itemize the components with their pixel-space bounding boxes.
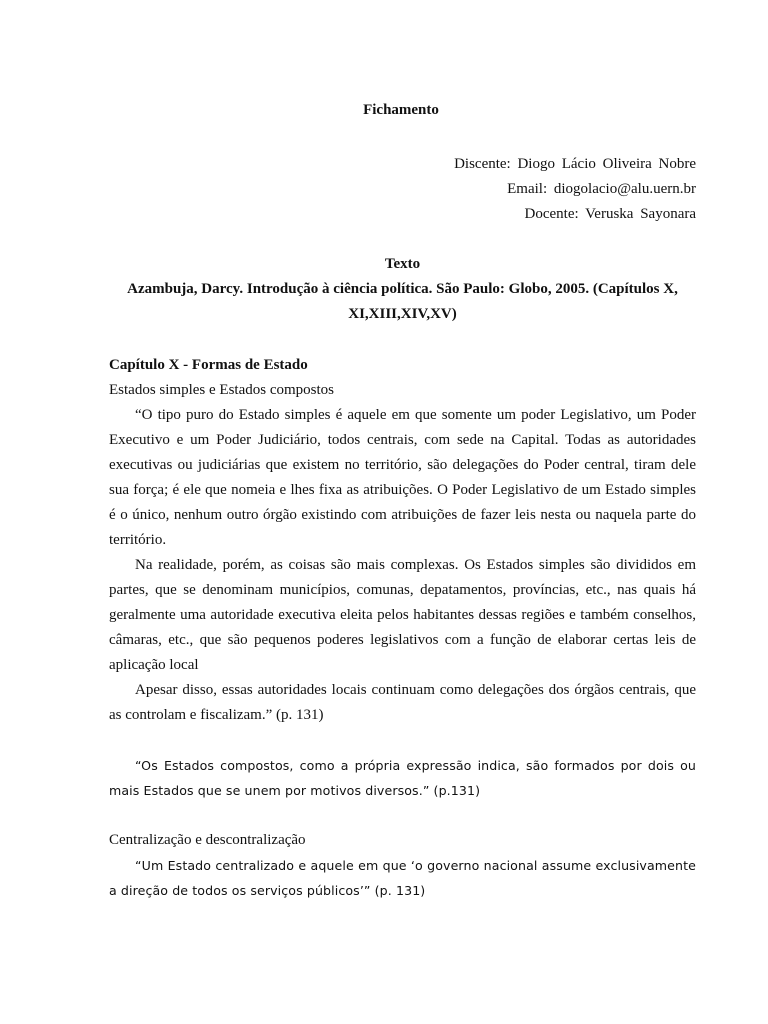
reference-line-2: XI,XIII,XIV,XV) xyxy=(348,306,457,322)
paragraph-2: Na realidade, porém, as coisas são mais complexas. Os Estados simples são divididos em partes, que se denominam municípios, comunas, depatamentos, províncias, etc., nas quais há geralmente uma autoridade executiva eleita pelos habitantes dessas regiões e também conselhos, câmaras, etc., que são pequenos poderes legislativos com a função de elaborar certas leis de aplicação local xyxy=(109,557,696,673)
section-heading-2: Centralização e descontralização xyxy=(109,832,306,848)
section-heading-1: Estados simples e Estados compostos xyxy=(109,382,334,398)
paragraph-4: “Os Estados compostos, como a própria expressão indica, são formados por dois ou mais Estados que se unem por motivos diversos.” (p.131) xyxy=(109,758,696,798)
spacer xyxy=(109,803,696,828)
paragraph-5: “Um Estado centralizado e aquele em que ‘o governo nacional assume exclusivamente a direção de todos os serviços públicos’” (p. 131) xyxy=(109,858,696,898)
texto-label: Texto xyxy=(384,256,421,272)
discente-line: Discente: Diogo Lácio Oliveira Nobre xyxy=(454,156,696,172)
document-title: Fichamento xyxy=(363,102,439,118)
author-info xyxy=(454,152,696,227)
spacer xyxy=(109,728,696,753)
email-line: Email: diogolacio@alu.uern.br xyxy=(507,181,696,197)
chapter-heading: Capítulo X - Formas de Estado xyxy=(109,357,308,373)
document-body xyxy=(109,353,696,903)
reference-line-1: Azambuja, Darcy. Introdução à ciência política. São Paulo: Globo, 2005. (Capítulos X, xyxy=(127,281,678,297)
docente-line: Docente: Veruska Sayonara xyxy=(524,206,696,222)
paragraph-3: Apesar disso, essas autoridades locais continuam como delegações dos órgãos centrais, que as controlam e fiscalizam.” (p. 131) xyxy=(109,682,696,723)
paragraph-1: “O tipo puro do Estado simples é aquele em que somente um poder Legislativo, um Poder Executivo e um Poder Judiciário, todos centrais, com sede na Capital. Todas as autoridades executivas ou judiciárias que existem no território, são delegações do Poder central, tiram dele sua força; é ele que nomeia e lhes fixa as atribuições. O Poder Legislativo de um Estado simples é o único, nenhum outro órgão existindo com atribuições de fazer leis nesta ou naquela parte do território. xyxy=(109,407,696,548)
reference-block xyxy=(109,252,696,327)
